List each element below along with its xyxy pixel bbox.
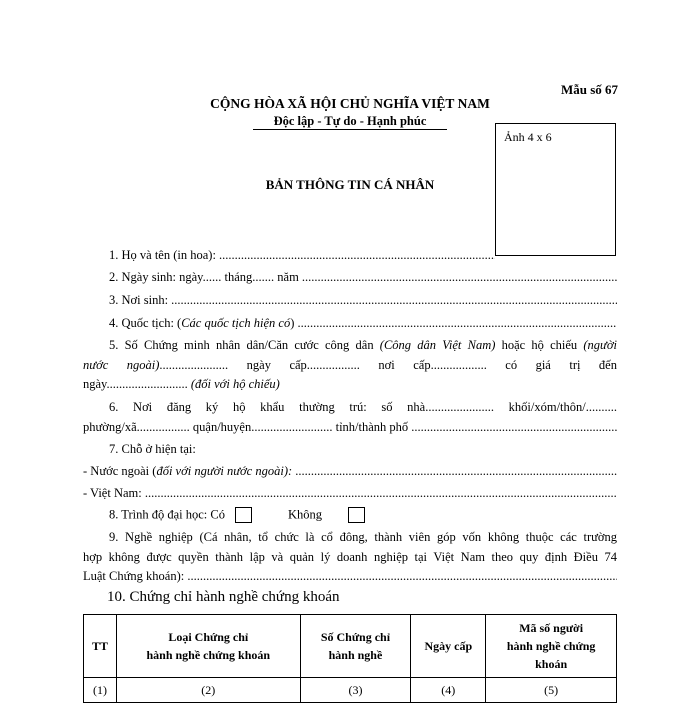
col-number: (2) — [116, 678, 300, 703]
document-title: BẢN THÔNG TIN CÁ NHÂN — [265, 177, 435, 192]
national-motto: Độc lập - Tự do - Hạnh phúc — [273, 114, 427, 128]
form-number: Mẫu số 67 — [560, 82, 618, 97]
vietnam-address-field[interactable]: - Việt Nam: ..... — [83, 484, 617, 503]
residence-field-line2[interactable]: phường/xã................. quận/huyện.......................... tỉnh/thành phố ..... — [83, 418, 617, 437]
degree-label: 8. Trình độ đại học: Có — [109, 507, 225, 522]
col-header-practitioner-code: Mã số người hành nghề chứng khoán — [486, 615, 617, 678]
col-header-tt: TT — [84, 615, 117, 678]
col-number: (1) — [84, 678, 117, 703]
table-header-row — [84, 615, 617, 678]
nationality-field[interactable]: 4. Quốc tịch: (Các quốc tịch hiện có) ..... — [83, 314, 617, 333]
id-issue-line[interactable]: nước ngoài)...................... ngày cấp................. nơi cấp.................. có giá trị đến — [83, 358, 617, 372]
full-name-field[interactable]: 1. Họ và tên (in hoa): ..... — [83, 246, 495, 265]
degree-row — [109, 505, 365, 525]
certificate-table — [83, 614, 617, 703]
birthplace-field[interactable]: 3. Nơi sinh: ..... — [83, 291, 617, 310]
col-number: (4) — [411, 678, 486, 703]
occupation-field-line3[interactable]: Luật Chứng khoán): ..... — [83, 567, 617, 586]
occupation-field[interactable]: 9. Nghề nghiệp (Cá nhân, tổ chức là cổ đông, thành viên góp vốn không thuộc các trường — [109, 530, 617, 544]
degree-yes-checkbox[interactable] — [235, 507, 252, 523]
col-number: (5) — [486, 678, 617, 703]
abroad-address-field[interactable]: - Nước ngoài (đối với người nước ngoài): ..... — [83, 462, 617, 481]
dob-field[interactable]: 2. Ngày sinh: ngày...... tháng....... năm ..... — [83, 268, 617, 287]
country-name: CỘNG HÒA XÃ HỘI CHỦ NGHĨA VIỆT NAM — [210, 96, 490, 111]
col-header-cert-number: Số Chứng chỉ hành nghề — [300, 615, 411, 678]
col-header-cert-type: Loại Chứng chỉ hành nghề chứng khoán — [116, 615, 300, 678]
section-10-heading: 10. Chứng chỉ hành nghề chứng khoán — [107, 589, 340, 605]
motto-underline — [253, 129, 447, 130]
current-address-label: 7. Chỗ ở hiện tại: — [109, 442, 196, 456]
residence-field[interactable]: 6. Nơi đăng ký hộ khẩu thường trú: số nhà...................... khối/xóm/thôn/.......... — [109, 400, 617, 414]
id-number-field[interactable]: 5. Số Chứng minh nhân dân/Căn cước công dân (Công dân Việt Nam) hoặc hộ chiếu (người — [109, 338, 617, 352]
degree-no-checkbox[interactable] — [348, 507, 365, 523]
occupation-field-line2[interactable]: hợp không được quyền thành lập và quản lý doanh nghiệp tại Việt Nam theo quy định Điều 74 — [83, 550, 617, 564]
col-header-issue-date: Ngày cấp — [411, 615, 486, 678]
photo-label: Ảnh 4 x 6 — [504, 130, 552, 144]
degree-no-label: Không — [288, 507, 323, 522]
id-expiry-line[interactable]: ngày.......................... (đối với hộ chiếu) — [83, 377, 280, 391]
col-number: (3) — [300, 678, 411, 703]
table-row — [84, 678, 617, 703]
